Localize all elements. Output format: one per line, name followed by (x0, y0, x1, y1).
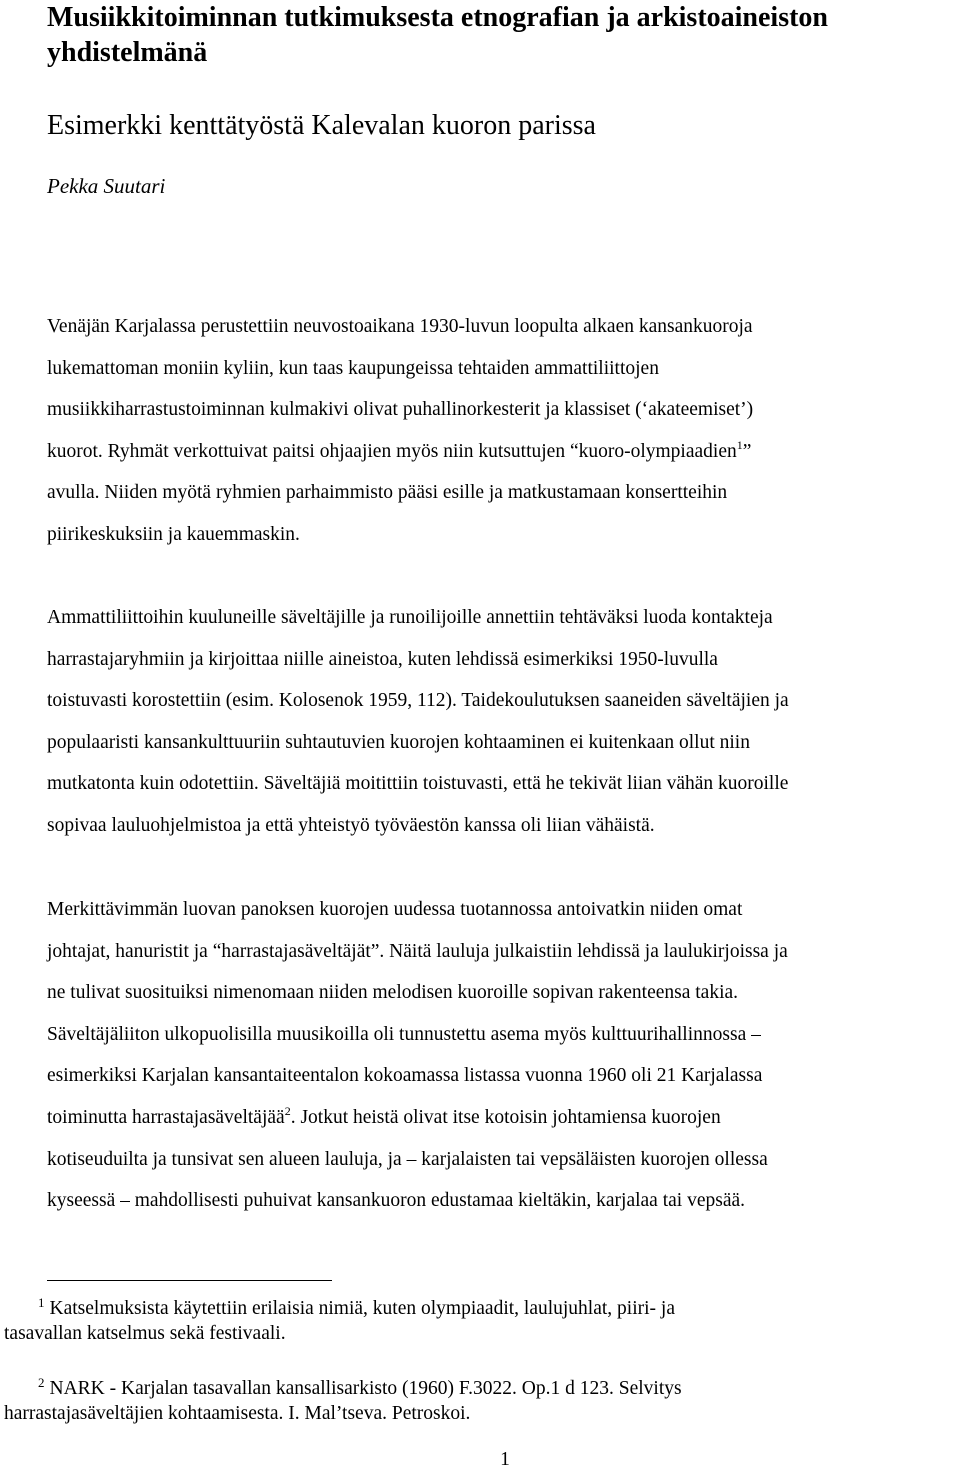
text-line: Ammattiliittoihin kuuluneille säveltäjille ja runoilijoille annettiin tehtäväksi luoda kontakteja (47, 607, 773, 628)
text-segment: kuorot. Ryhmät verkottuivat paitsi ohjaajien myös niin kutsuttujen “kuoro-olympiaadien (47, 440, 737, 462)
footnote-line: tasavallan katselmus sekä festivaali. (4, 1322, 286, 1344)
document-subtitle: Esimerkki kenttätyöstä Kalevalan kuoron parissa (47, 110, 596, 141)
text-line: populaaristi kansankulttuuriin suhtautuvien kuorojen kohtaaminen ei kuitenkaan ollut niin (47, 731, 750, 753)
text-line: Venäjän Karjalassa perustettiin neuvostoaikana 1930-luvun loopulta alkaen kansankuoroja (47, 316, 753, 337)
text-line: harrastajaryhmiin ja kirjoittaa niille aineistoa, kuten lehdissä esimerkiksi 1950-luvulla (47, 648, 718, 670)
text-line: Säveltäjäliiton ulkopuolisilla muusikoilla oli tunnustettu asema myös kulttuurihallinnossa – (47, 1023, 761, 1045)
footnote-ref-1: 1 (736, 437, 743, 452)
footnote-number: 1 (38, 1295, 45, 1310)
text-line: mutkatonta kuin odotettiin. Säveltäjiä moitittiin toistuvasti, että he tekivät liian vähän kuoroille (47, 773, 789, 795)
body-paragraph-1 (47, 306, 947, 556)
footnote-text: Katselmuksista käytettiin erilaisia nimiä, kuten olympiaadit, laulujuhlat, piiri- ja (49, 1298, 675, 1319)
page-number: 1 (500, 1449, 510, 1470)
text-segment: . Jotkut heistä olivat itse kotoisin johtamiensa kuorojen (290, 1106, 721, 1128)
body-paragraph-2 (47, 597, 947, 847)
text-line: lukemattoman moniin kyliin, kun taas kaupungeissa tehtaiden ammattiliittojen (47, 357, 659, 379)
text-line: johtajat, hanuristit ja “harrastajasäveltäjät”. Näitä lauluja julkaistiin lehdissä ja laulukirjoissa ja (47, 940, 788, 962)
footnote-line (4, 1377, 924, 1402)
author-name: Pekka Suutari (47, 174, 166, 198)
footnote-text: NARK - Karjalan tasavallan kansallisarkisto (1960) F.3022. Op.1 d 123. Selvitys (49, 1378, 682, 1399)
footnote-ref-2: 2 (284, 1103, 291, 1118)
text-line: avulla. Niiden myötä ryhmien parhaimmisto pääsi esille ja matkustamaan konsertteihin (47, 482, 728, 504)
text-line: kyseessä – mahdollisesti puhuivat kansankuoron edustamaa kieltäkin, karjalaa tai vepsää. (47, 1190, 746, 1212)
text-line (47, 431, 947, 473)
text-line: sopivaa lauluohjelmistoa ja että yhteistyö työväestön kanssa oli liian vähäistä. (47, 814, 655, 836)
footnote-number: 2 (38, 1375, 45, 1390)
body-paragraph-3 (47, 889, 947, 1222)
text-line: ne tulivat suosituiksi nimenomaan niiden melodisen kuoroille sopivan rakenteensa takia. (47, 982, 739, 1004)
footnote-line (4, 1297, 924, 1322)
footnote-separator (47, 1280, 332, 1281)
text-line: Merkittävimmän luovan panoksen kuorojen uudessa tuotannossa antoivatkin niiden omat (47, 899, 743, 920)
text-line: musiikkiharrastustoiminnan kulmakivi olivat puhallinorkesterit ja klassiset (‘akateemiset’) (47, 399, 754, 421)
text-line (47, 1097, 947, 1139)
footnote-line: harrastajasäveltäjien kohtaamisesta. I. Mal’tseva. Petroskoi. (4, 1402, 471, 1424)
text-line: esimerkiksi Karjalan kansantaiteentalon kokoamassa listassa vuonna 1960 oli 21 Karjalassa (47, 1065, 763, 1087)
footnote-2 (4, 1377, 924, 1426)
text-line: piirikeskuksiin ja kauemmaskin. (47, 523, 300, 545)
closing-quote: ” (742, 440, 752, 462)
footnote-1 (4, 1297, 924, 1346)
text-segment: toiminutta harrastajasäveltäjää (47, 1106, 285, 1128)
document-title: Musiikkitoiminnan tutkimuksesta etnografian ja arkistoaineiston yhdistelmänä (47, 2, 828, 68)
text-line: toistuvasti korostettiin (esim. Kolosenok 1959, 112). Taidekoulutuksen saaneiden säveltäjien ja (47, 690, 789, 712)
text-line: kotiseuduilta ja tunsivat sen alueen lauluja, ja – karjalaisten tai vepsäläisten kuorojen ollessa (47, 1148, 768, 1170)
